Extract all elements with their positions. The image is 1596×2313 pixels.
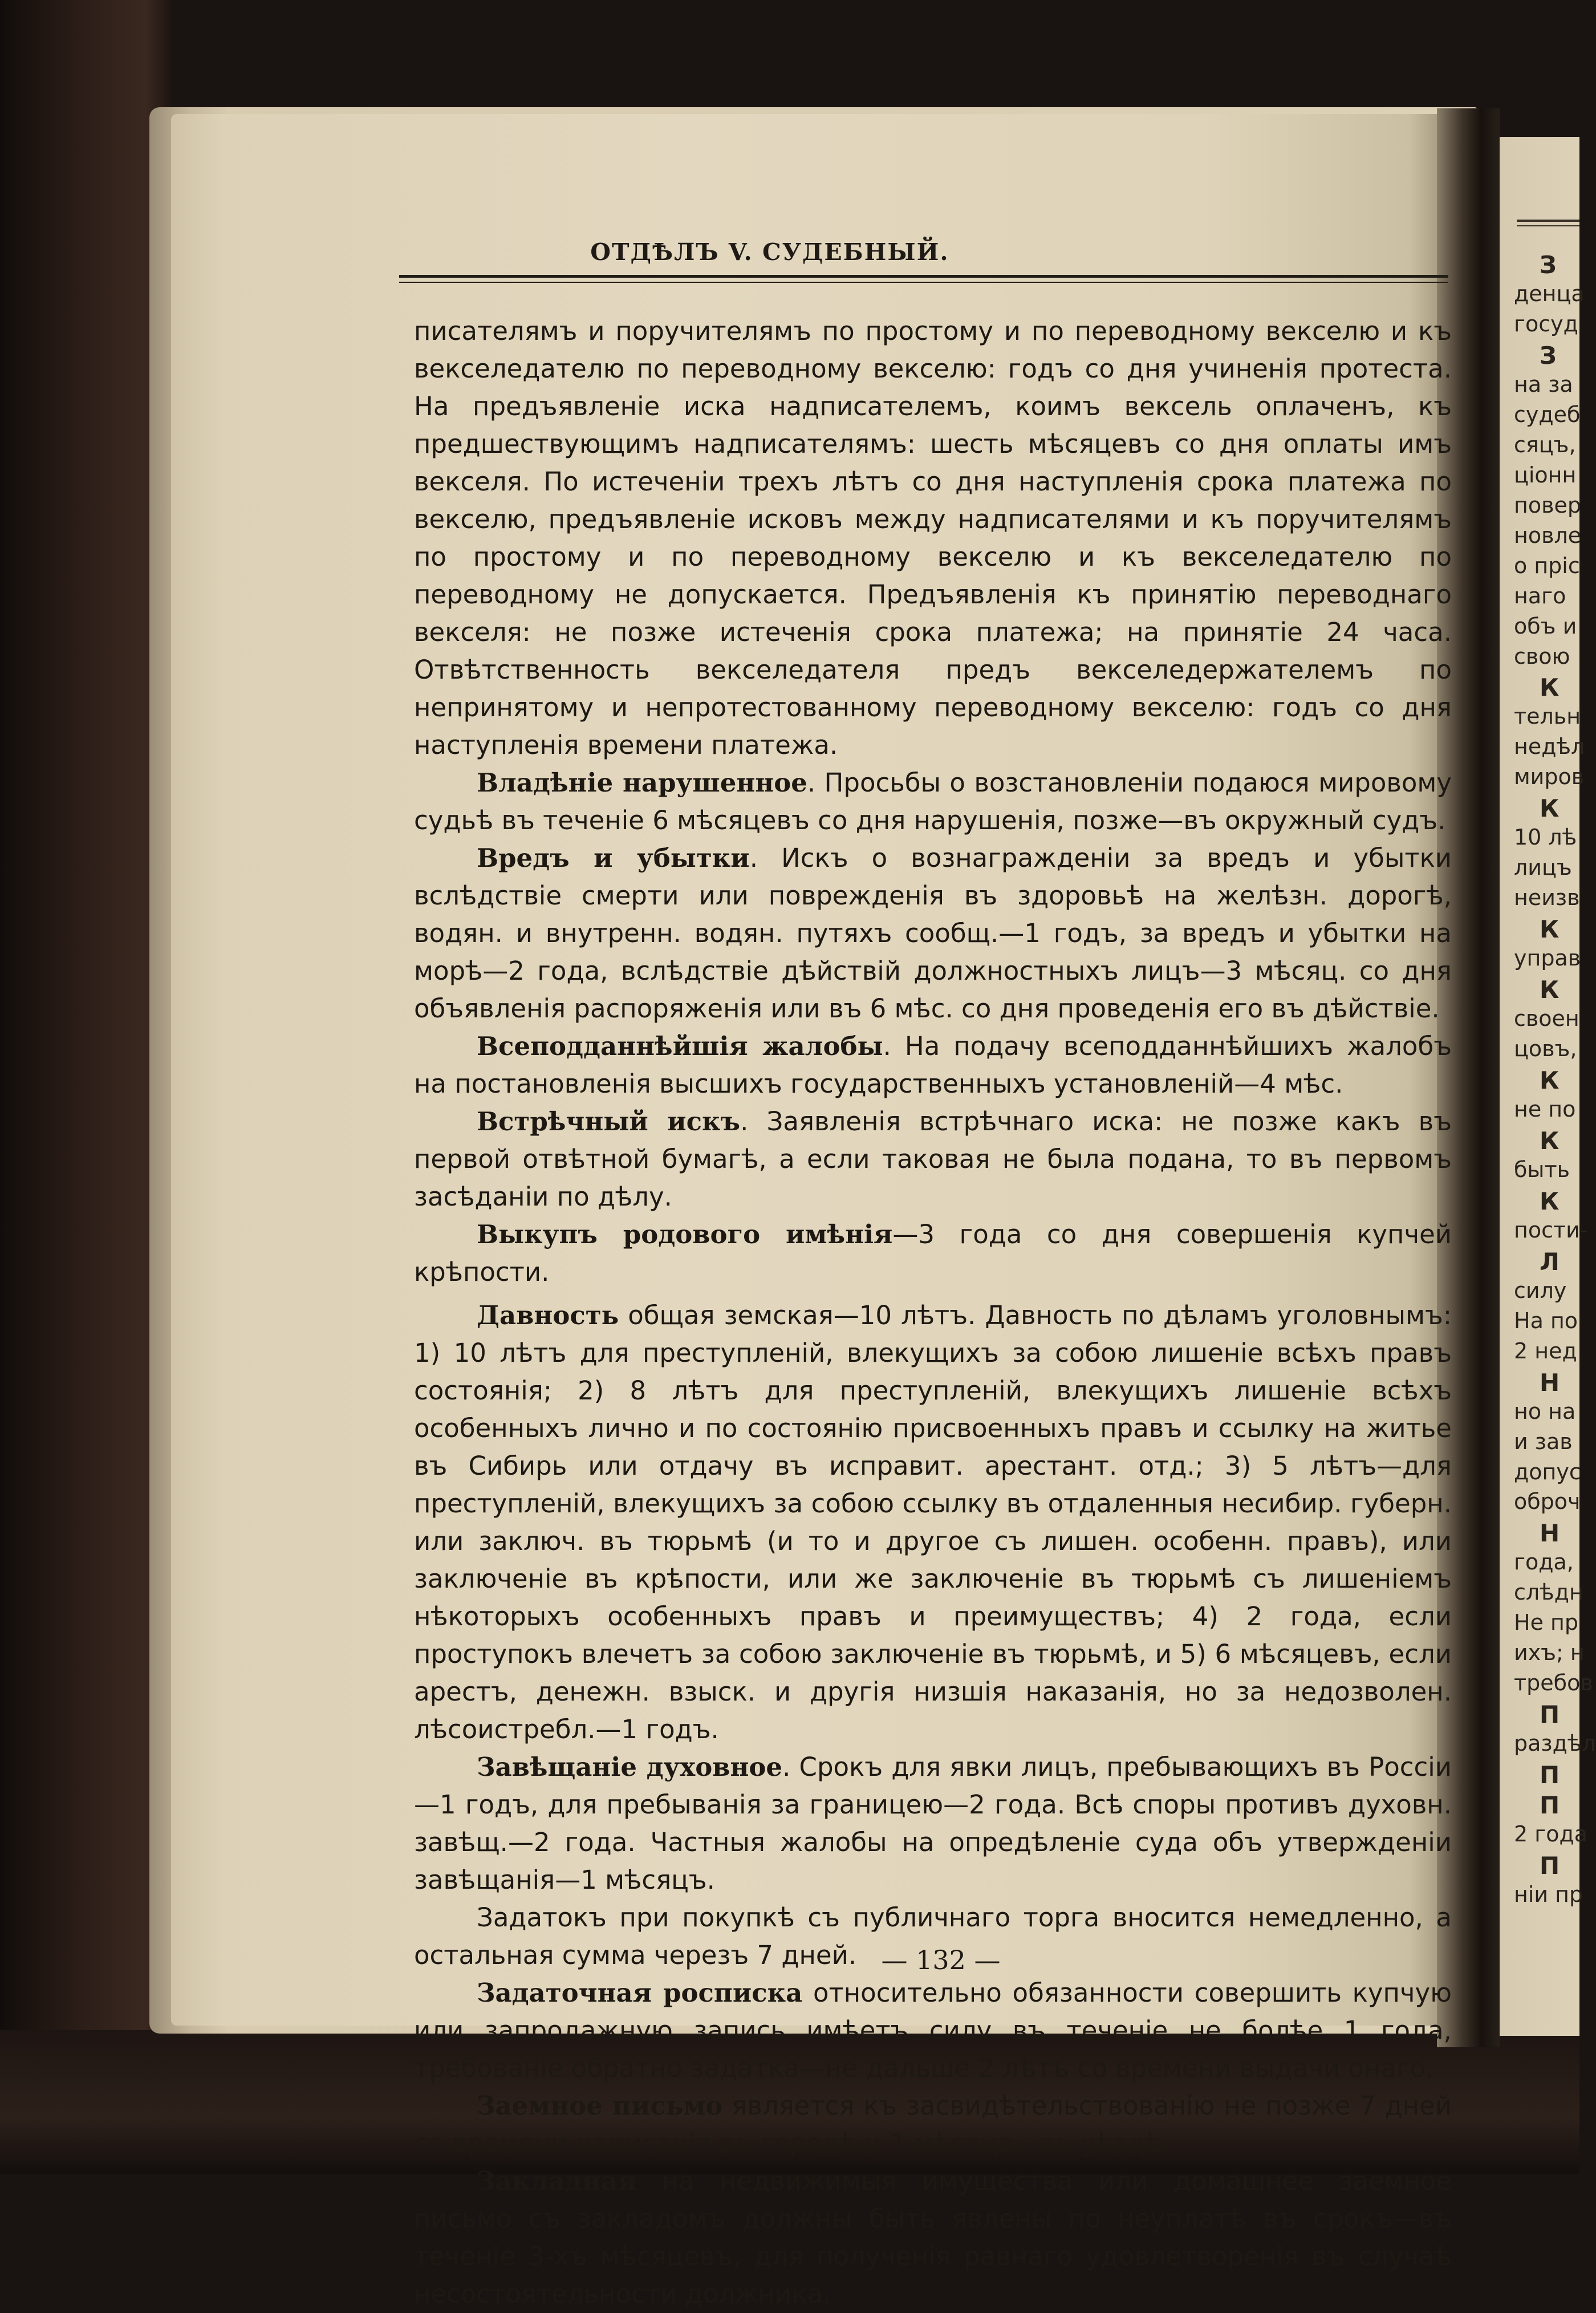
paragraph [414, 1748, 1452, 1899]
right-page-line-fragment: П [1540, 1791, 1560, 1819]
entry-text: Задатокъ при покупкѣ съ публичнаго торга вносится немедленно, а остальная сумма черезъ 7 дней. [414, 1902, 1452, 1970]
right-page-line-fragment: госуд [1514, 311, 1578, 336]
paragraph [414, 1103, 1452, 1216]
right-page-line-fragment: ніи пр [1514, 1882, 1583, 1907]
book-cover-edge [0, 0, 171, 2174]
entry-title: Давность [477, 1300, 619, 1330]
right-page-rule-thin [1517, 225, 1579, 226]
right-page-line-fragment: З [1540, 251, 1557, 279]
right-page-rule [1517, 220, 1579, 222]
right-page-line-fragment: объ и [1514, 614, 1577, 639]
right-page-line-fragment: неизв [1514, 885, 1580, 910]
right-page-line-fragment: денца [1514, 281, 1585, 306]
right-page-line-fragment: П [1540, 1761, 1560, 1789]
paragraph [414, 2087, 1452, 2162]
right-page-line-fragment: слѣдн [1514, 1580, 1583, 1605]
right-page-line-fragment: силу [1514, 1278, 1567, 1303]
entry-title: Закладная [477, 2166, 637, 2196]
right-page-line-fragment: К [1540, 673, 1560, 701]
right-page-line-fragment: недѣл [1514, 734, 1585, 759]
entry-text: на недвижимыя имущества или домашнее заемное письмо съ закладомъ должны быть явлены по неуплатѣ въ срокъ—въ теченіе 3-хъ мѣсяцевъ, для полученія равнаго удовлетворенія въ случаѣ несостоятельности должника. [414, 2166, 1452, 2309]
right-page-line-fragment: и зав [1514, 1429, 1573, 1454]
header-rule-thick [399, 275, 1448, 278]
body-text [414, 313, 1452, 2313]
entry-title: Завѣщаніе духовное [477, 1752, 783, 1782]
header-rule-thin [399, 282, 1448, 283]
entry-text: является къ засвидѣтельствованію не позже 7 дней со времени написанія въ городѣ и 1 мѣсяца—въ уѣздѣ. [414, 2091, 1452, 2158]
paragraph [414, 839, 1452, 1028]
right-page-line-fragment: но на [1514, 1399, 1576, 1424]
entry-title: Вредъ и убытки [477, 843, 750, 873]
right-page-line-fragment: управ [1514, 946, 1581, 971]
right-page-line-fragment: оброч [1514, 1489, 1581, 1514]
entry-title: Заемное письмо [477, 2091, 723, 2121]
right-page-line-fragment: ихъ; н [1514, 1640, 1585, 1665]
right-page-line-fragment: П [1540, 1852, 1560, 1880]
right-page-line-fragment: З [1540, 342, 1557, 370]
right-page-line-fragment: о пріс [1514, 553, 1580, 578]
page-number: — 132 — [881, 1945, 1001, 1975]
right-page-line-fragment: повер [1514, 493, 1581, 518]
right-page-line-fragment: тельн [1514, 704, 1581, 729]
right-page-line-fragment: лицъ [1514, 855, 1572, 880]
entry-title: Выкупъ родового имѣнія [477, 1219, 893, 1249]
paragraph [414, 1028, 1452, 1103]
right-page-line-fragment: новле [1514, 523, 1582, 548]
right-page-line-fragment: судеб [1514, 402, 1581, 427]
right-page-line-fragment: раздѣл [1514, 1731, 1596, 1756]
entry-text: . Просьбы о возстановленіи подаюся мировому судьѣ въ теченіе 6 мѣсяцевъ со дня нарушенія, позже—въ окружный судъ. [414, 768, 1452, 835]
right-page-line-fragment: К [1540, 915, 1560, 943]
right-page-line-fragment: допус [1514, 1459, 1581, 1484]
right-page-line-fragment: 10 лѣ [1514, 825, 1577, 850]
entry-text: писателямъ и поручителямъ по простому и по переводному векселю и къ векселедателю по переводному векселю: годъ со дня учиненія протеста. На предъявленіе иска надписателемъ, коимъ вексель оплаченъ, къ предшествующимъ надписателямъ: шесть мѣсяцевъ со дня оплаты имъ векселя. По истеченіи трехъ лѣтъ со дня наступленія срока платежа по векселю, предъявленіе исковъ между надписателями и къ поручителямъ по простому и по переводному векселю и къ векселедателю по переводному не допускается. Предъявленія къ принятію переводнаго векселя: не позже истеченія срока платежа; на принятіе 24 часа. Отвѣтственность векселедателя предъ векселедержателемъ по непринятому и непротестованному переводному векселю: годъ со дня наступленія времени платежа. [414, 316, 1452, 760]
right-page-line-fragment: 2 нед [1514, 1338, 1577, 1364]
right-page-line-fragment: Н [1540, 1519, 1560, 1547]
right-page-line-fragment: сяцъ, [1514, 432, 1576, 457]
right-page-line-fragment: Л [1540, 1248, 1560, 1276]
entry-text: . Срокъ для явки лицъ, пребывающихъ въ Россіи—1 годъ, для пребыванія за границею—2 года. Всѣ споры противъ духовн. завѣщ.—2 года. Частныя жалобы на опредѣленіе суда объ утвержденіи завѣщанія—1 мѣсяцъ. [414, 1752, 1452, 1895]
page-header: ОТДѢЛЪ V. СУДЕБНЫЙ. [590, 238, 949, 266]
paragraph [414, 764, 1452, 839]
right-page-line-fragment: 2 года [1514, 1821, 1588, 1847]
right-page-line-fragment: К [1540, 976, 1560, 1004]
right-page-line-fragment: На по [1514, 1308, 1578, 1333]
paragraph [414, 313, 1452, 764]
right-page-line-fragment: ціонн [1514, 462, 1577, 488]
right-page-line-fragment: года, [1514, 1549, 1574, 1575]
paragraph [414, 1974, 1452, 2087]
entry-title: Встрѣчный искъ [477, 1106, 741, 1137]
entry-text: —3 года со дня совершенія купчей крѣпости. [414, 1219, 1452, 1287]
right-page-line-fragment: свою [1514, 644, 1570, 669]
entry-text: . Заявленія встрѣчнаго иска: не позже какъ въ первой отвѣтной бумагѣ, а если таковая не была подана, то въ первомъ засѣданіи по дѣлу. [414, 1106, 1452, 1212]
entry-text: общая земская—10 лѣтъ. Давность по дѣламъ уголовнымъ: 1) 10 лѣтъ для преступленій, влекущихъ за собою лишеніе всѣхъ правъ состоянія; 2) 8 лѣтъ для преступленій, влекущихъ лишеніе всѣхъ особенныхъ лично и по состоянію присвоенныхъ правъ и ссылку на житье въ Сибирь или отдачу въ исправит. арестант. отд.; 3) 5 лѣтъ—для преступленій, влекущихъ за собою ссылку въ отдаленныя несибир. губерн. или заключ. въ тюрьмѣ (и то и другое съ лишен. особенн. правъ), или заключеніе въ крѣпости, или же заключеніе въ тюрьмѣ съ лишеніемъ нѣкоторыхъ особенныхъ правъ и преимуществъ; 4) 2 года, если проступокъ влечетъ за собою заключеніе въ тюрьмѣ, и 5) 6 мѣсяцевъ, если арестъ, денежн. взыск. и другія низшія наказанія, но за недозволен. лѣсоистребл.—1 годъ. [414, 1300, 1452, 1744]
right-page-line-fragment: К [1540, 1187, 1560, 1215]
right-page-line-fragment: К [1540, 1066, 1560, 1094]
right-page-line-fragment: своен [1514, 1006, 1579, 1031]
entry-title: Владѣніе нарушенное [477, 768, 807, 798]
entry-text: относительно обязанности совершить купчую или запродажную запись имѣетъ силу въ теченіе не болѣе 1 года, требованіе обратно задатка—не дальше 2 лѣтъ со времени выдачи онаго. [414, 1978, 1452, 2083]
right-page-line-fragment: Не пр [1514, 1610, 1578, 1635]
right-page-line-fragment: на за [1514, 372, 1573, 397]
paragraph [414, 2162, 1452, 2313]
right-page-line-fragment: не по [1514, 1097, 1576, 1122]
right-page-line-fragment: П [1540, 1701, 1560, 1728]
paragraph [414, 1297, 1452, 1748]
right-page-line-fragment: цовъ, [1514, 1036, 1577, 1061]
right-page-line-fragment: наго [1514, 583, 1566, 608]
right-page-line-fragment: К [1540, 794, 1560, 822]
entry-title: Задаточная росписка [477, 1978, 803, 2008]
right-page-line-fragment: К [1540, 1127, 1560, 1155]
right-page-line-fragment: миров [1514, 764, 1585, 789]
right-page-line-fragment: пости- [1514, 1218, 1588, 1243]
right-page-line-fragment: требов [1514, 1670, 1593, 1695]
right-page-line-fragment: быть [1514, 1157, 1570, 1182]
right-page-line-fragment: Н [1540, 1369, 1560, 1397]
paragraph [414, 1216, 1452, 1291]
entry-text: . Искъ о вознагражденіи за вредъ и убытки вслѣдствіе смерти или поврежденія въ здоровьѣ на желѣзн. дорогѣ, водян. и внутренн. водян. путяхъ сообщ.—1 годъ, за вредъ и убытки на морѣ—2 года, вслѣдствіе дѣйствій должностныхъ лицъ—3 мѣсяц. со дня объявленія распоряженія или въ 6 мѣс. со дня проведенія его въ дѣйствіе. [414, 843, 1452, 1024]
entry-text: . На подачу всеподданнѣйшихъ жалобъ на постановленія высшихъ государственныхъ установленій—4 мѣс. [414, 1031, 1452, 1099]
entry-title: Всеподданнѣйшія жалобы [477, 1031, 883, 1061]
